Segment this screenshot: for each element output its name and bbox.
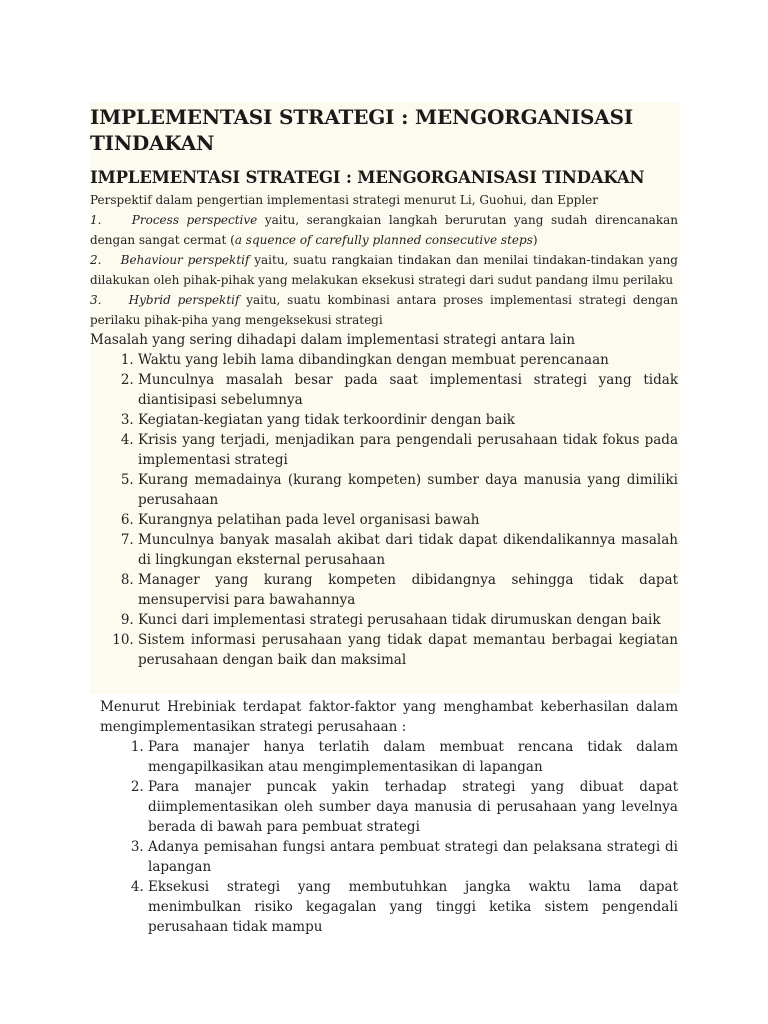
perspective-item <box>90 210 678 250</box>
perspective-text: yaitu, serangkaian langkah berurutan yang sudah direncanakan dengan sangat cermat ( <box>90 213 678 247</box>
list-item: 6. Kurangnya pelatihan pada level organisasi bawah <box>138 510 678 530</box>
page-title: IMPLEMENTASI STRATEGI : MENGORGANISASI TINDAKAN <box>90 105 633 155</box>
problems-list <box>90 350 678 670</box>
list-item: 4. Eksekusi strategi yang membutuhkan jangka waktu lama dapat menimbulkan risiko kegagalan yang tinggi ketika sistem pengendali perusahaan tidak mampu <box>148 877 678 937</box>
perspective-close: ) <box>532 233 538 247</box>
perspective-text: yaitu, suatu rangkaian tindakan dan menilai tindakan-tindakan yang dilakukan oleh pihak-pihak yang melakukan eksekusi strategi dari sudut pandang ilmu perilaku <box>90 253 678 287</box>
list-item: 4. Krisis yang terjadi, menjadikan para pengendali perusahaan tidak fokus pada implementasi strategi <box>138 430 678 470</box>
problems-heading: Masalah yang sering dihadapi dalam implementasi strategi antara lain <box>90 332 576 348</box>
perspective-number: 2. <box>90 253 102 267</box>
list-item: 7. Munculnya banyak masalah akibat dari tidak dapat dikendalikannya masalah di lingkungan eksternal perusahaan <box>138 530 678 570</box>
document-body <box>90 104 678 670</box>
perspective-text: yaitu, suatu kombinasi antara proses implementasi strategi dengan perilaku pihak-piha yang mengeksekusi strategi <box>90 293 678 327</box>
list-item: 3. Kegiatan-kegiatan yang tidak terkoordinir dengan baik <box>138 410 678 430</box>
perspective-item <box>90 250 678 290</box>
list-item: 8. Manager yang kurang kompeten dibidangnya sehingga tidak dapat mensupervisi para bawahannya <box>138 570 678 610</box>
perspective-number: 1. <box>90 213 102 227</box>
perspective-italic: a squence of carefully planned consecutive steps <box>234 233 533 247</box>
list-item: 2. Para manajer puncak yakin terhadap strategi yang dibuat dapat diimplementasikan oleh sumber daya manusia di perusahaan yang levelnya berada di bawah para pembuat strategi <box>148 777 678 837</box>
perspective-item <box>90 290 678 330</box>
perspective-term: Behaviour perspektif <box>120 253 250 267</box>
list-item: 5. Kurang memadainya (kurang kompeten) sumber daya manusia yang dimiliki perusahaan <box>138 470 678 510</box>
list-item: 10. Sistem informasi perusahaan yang tidak dapat memantau berbagai kegiatan perusahaan dengan baik dan maksimal <box>138 630 678 670</box>
list-item: 1. Waktu yang lebih lama dibandingkan dengan membuat perencanaan <box>138 350 678 370</box>
perspective-term: Hybrid perspektif <box>128 293 240 307</box>
list-item: 3. Adanya pemisahan fungsi antara pembuat strategi dan pelaksana strategi di lapangan <box>148 837 678 877</box>
perspective-term: Process perspective <box>131 213 258 227</box>
intro-text: Perspektif dalam pengertian implementasi strategi menurut Li, Guohui, dan Eppler <box>90 193 598 207</box>
section-heading: IMPLEMENTASI STRATEGI : MENGORGANISASI TINDAKAN <box>90 168 645 187</box>
hrebiniak-section <box>100 697 678 937</box>
perspective-number: 3. <box>90 293 102 307</box>
hrebiniak-heading: Menurut Hrebiniak terdapat faktor-faktor yang menghambat keberhasilan dalam mengimplementasikan strategi perusahaan : <box>100 699 678 735</box>
list-item: 2. Munculnya masalah besar pada saat implementasi strategi yang tidak diantisipasi sebelumnya <box>138 370 678 410</box>
factors-list <box>100 737 678 937</box>
list-item: 1. Para manajer hanya terlatih dalam membuat rencana tidak dalam mengapilkasikan atau mengimplementasikan di lapangan <box>148 737 678 777</box>
list-item: 9. Kunci dari implementasi strategi perusahaan tidak dirumuskan dengan baik <box>138 610 678 630</box>
